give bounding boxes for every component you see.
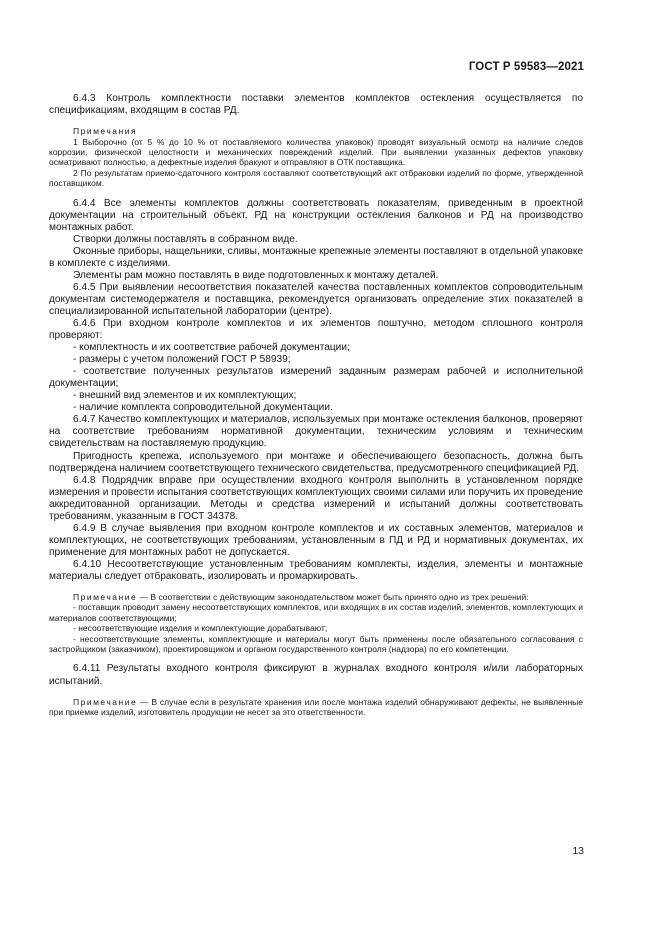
clause-6-4-8: 6.4.8 Подрядчик вправе при осуществлении входного контроля выполнить в установленном порядке измерения и провести испытания соответствующих комплектующих своими силами или поручить их проведение аккредитованной организации. Методы и средства измерений и испытаний должны соответствовать требованиям, указанным в ГОСТ 34378.	[49, 474, 583, 522]
document-body	[49, 93, 583, 717]
standard-number: ГОСТ Р 59583—2021	[468, 61, 584, 73]
clause-6-4-4: 6.4.4 Все элементы комплектов должны соответствовать показателям, приведенным в проектной документации на строительный объект, РД на конструкции остекления балконов и РД на производство монтажных работ.	[49, 197, 583, 233]
clause-6-4-11: 6.4.11 Результаты входного контроля фиксируют в журналах входного контроля и/или лабораторных испытаний.	[49, 663, 583, 687]
clause-6-4-9: 6.4.9 В случае выявления при входном контроле комплектов и их составных элементов, материалов и комплектующих, не соответствующих требованиям, установленным в ПД и РД и нормативных документах, их применение для монтажных работ не допускается.	[49, 522, 583, 558]
note-decisions	[49, 592, 583, 602]
clause-6-4-3: 6.4.3 Контроль комплектности поставки элементов комплектов остекления осуществляется по спецификациям, входящим в состав РД.	[49, 93, 583, 117]
note-label: Примечание	[73, 592, 138, 603]
note-1: 1 Выборочно (от 5 % до 10 % от поставляемого количества упаковок) проводят визуальный осмотр на наличие следов коррозии, физической целостности и механических повреждений изделий. При выявлении указанных дефектов упаковку осматривают полностью, а дефектные изделия бракуют и отправляют в ОТК поставщика.	[49, 136, 583, 168]
paragraph-sashes: Створки должны поставлять в собранном виде.	[73, 233, 298, 245]
paragraph-frames: Элементы рам можно поставлять в виде подготовленных к монтажу деталей.	[73, 269, 439, 281]
clause-6-4-5: 6.4.5 При выявлении несоответствия показателей качества поставленных комплектов сопроводительным документам системодержателя и поставщика, рекомендуется организовать определение этих показателей в специализированной испытательной лаборатории (центре).	[49, 281, 583, 317]
list-item-measurements: - соответствие полученных результатов измерений заданным размерам рабочей и исполнительной документации;	[49, 366, 583, 390]
note-list-item-approval: - несоответствующие элементы, комплектующие и материалы могут быть применены после обязательного согласования с застройщиком (заказчиком), проектировщиком и органом государственного контроля (надзора) по его компетенции.	[49, 633, 583, 655]
note-label: Примечание	[73, 696, 138, 707]
page-number: 13	[572, 845, 584, 857]
note-2: 2 По результатам приемо-сдаточного контроля составляют соответствующий акт отбраковки изделий по форме, утвержденной поставщиком.	[49, 167, 583, 189]
paragraph-hardware: Оконные приборы, нащельники, сливы, монтажные крепежные элементы поставляют в отдельной упаковке в комплекте с изделиями.	[49, 245, 583, 269]
note-text: — В случае если в результате хранения или после монтажа изделий обнаруживают дефекты, не выявленные при приемке изделий, изготовитель продукции не несет за это ответственности.	[49, 696, 583, 717]
clause-6-4-7: 6.4.7 Качество комплектующих и материалов, используемых при монтаже остекления балконов, проверяют на соответствие требованиям нормативной документации, техническим условиям и техническим свидетельствам на поставляемую продукцию.	[49, 414, 583, 450]
clause-6-4-6: 6.4.6 При входном контроле комплектов и их элементов поштучно, методом сплошного контроля проверяют:	[49, 318, 583, 342]
notes-heading: Примечания	[73, 126, 138, 137]
clause-6-4-10: 6.4.10 Несоответствующие установленным требованиям комплекты, изделия, элементы и монтажные материалы следует отбраковать, изолировать и промаркировать.	[49, 558, 583, 582]
list-item-dimensions: - размеры с учетом положений ГОСТ Р 58939;	[73, 354, 291, 366]
note-list-item-replace: - поставщик проводит замену несоответствующих комплектов, или входящих в их состав изделий, элементов, комплектующих и материалов соответствующими;	[49, 602, 583, 623]
note-text: — В соответствии с действующим законодательством может быть принято одно из трех решений:	[137, 592, 529, 603]
list-item-documentation: - наличие комплекта сопроводительной документации.	[73, 402, 333, 414]
paragraph-fasteners: Пригодность крепежа, используемого при монтаже и обеспечивающего безопасность, должна быть подтверждена наличием соответствующего технического свидетельства, предусмотренного спецификацией РД.	[49, 450, 583, 474]
note-list-item-rework: - несоответствующие изделия и комплектующие дорабатывают;	[73, 623, 328, 634]
list-item-completeness: - комплектность и их соответствие рабочей документации;	[73, 342, 350, 354]
note-defects	[49, 697, 583, 718]
list-item-appearance: - внешний вид элементов и их комплектующих;	[73, 390, 297, 402]
